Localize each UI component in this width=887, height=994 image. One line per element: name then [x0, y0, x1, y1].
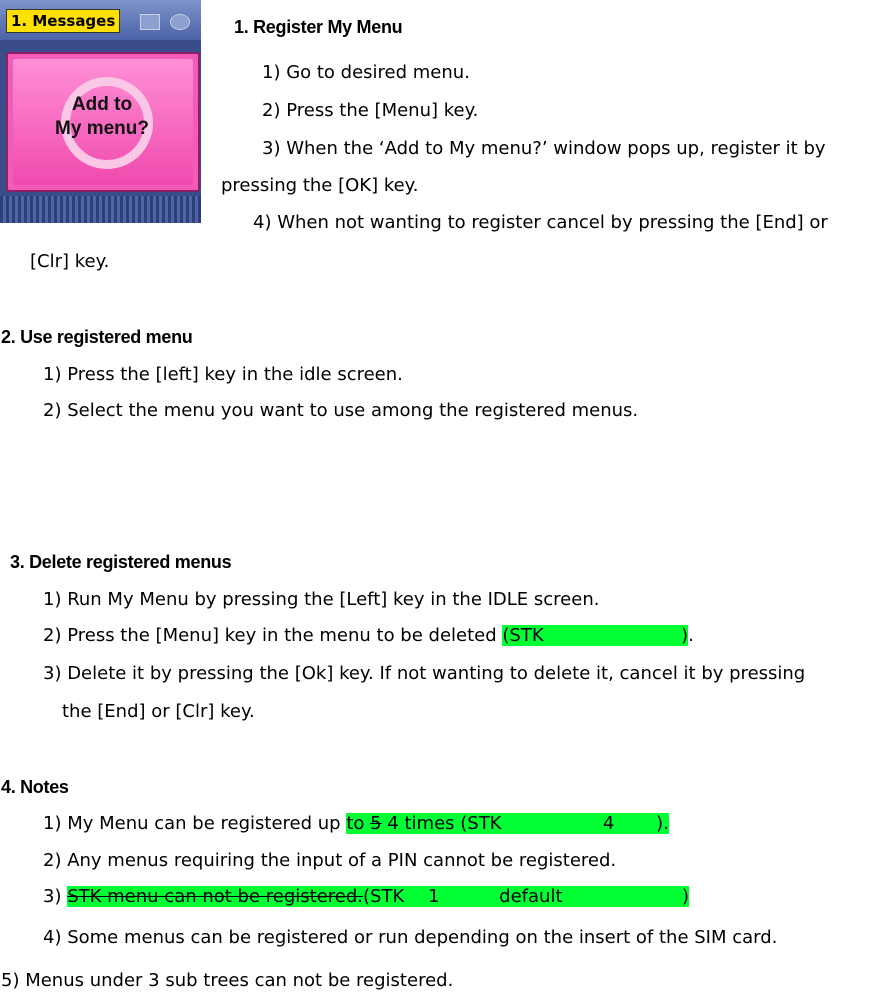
- section-2-heading: 2. Use registered menu: [1, 327, 193, 347]
- section-3-step-2-text: 2) Press the [Menu] key in the menu to be deleted: [43, 625, 503, 646]
- section-1-step-3b: pressing the [OK] key.: [221, 175, 419, 196]
- popup-line-2: My menu?: [55, 118, 149, 139]
- note-1-highlight-b: 4 times (STK 4 ).: [381, 813, 669, 834]
- section-3-step-1: 1) Run My Menu by pressing the [Left] key in the IDLE screen.: [43, 589, 600, 610]
- section-3-step-2: [43, 625, 694, 647]
- popup-line-1: Add to: [71, 94, 133, 115]
- note-1-text: 1) My Menu can be registered up: [43, 813, 347, 834]
- phone-bottom-bar: [0, 196, 201, 223]
- note-1-struck-value: 5: [370, 813, 382, 834]
- note-1-highlight-a: to: [346, 813, 371, 834]
- note-3: [43, 886, 689, 908]
- section-3-step-2-highlight: (STK ): [502, 625, 689, 646]
- note-3-highlight: (STK 1 default ): [363, 886, 689, 907]
- phone-menu-title: 1. Messages: [6, 9, 120, 33]
- section-2-step-1: 1) Press the [left] key in the idle screen.: [43, 364, 403, 385]
- note-1: [43, 813, 669, 835]
- section-1-step-4a: 4) When not wanting to register cancel by pressing the [End] or: [253, 212, 828, 233]
- add-to-my-menu-popup: [6, 52, 200, 192]
- section-3-step-3a: 3) Delete it by pressing the [Ok] key. If not wanting to delete it, cancel it by pressing: [43, 663, 806, 684]
- section-1-heading: 1. Register My Menu: [234, 17, 403, 37]
- note-2: 2) Any menus requiring the input of a PIN cannot be registered.: [43, 850, 617, 871]
- section-3-step-3b: the [End] or [Clr] key.: [62, 701, 255, 722]
- phone-screenshot: [0, 0, 201, 223]
- note-3-struck-text: STK menu can not be registered.: [67, 886, 364, 907]
- section-4-heading: 4. Notes: [1, 777, 69, 797]
- envelope-icon: [140, 14, 160, 30]
- section-3-heading: 3. Delete registered menus: [10, 552, 232, 572]
- note-5: 5) Menus under 3 sub trees can not be registered.: [1, 970, 454, 991]
- section-3-step-2-end: .: [688, 625, 694, 646]
- section-1-step-3a: 3) When the ‘Add to My menu?’ window pops up, register it by: [262, 138, 826, 159]
- section-1-step-2: 2) Press the [Menu] key.: [262, 100, 479, 121]
- note-4: 4) Some menus can be registered or run depending on the insert of the SIM card.: [43, 927, 778, 948]
- signal-icon: [170, 14, 190, 30]
- note-3-number: 3): [43, 886, 68, 907]
- section-1-step-1: 1) Go to desired menu.: [262, 62, 470, 83]
- section-1-step-4b: [Clr] key.: [30, 251, 110, 272]
- note-1-highlight: [346, 813, 669, 834]
- section-2-step-2: 2) Select the menu you want to use among the registered menus.: [43, 400, 639, 421]
